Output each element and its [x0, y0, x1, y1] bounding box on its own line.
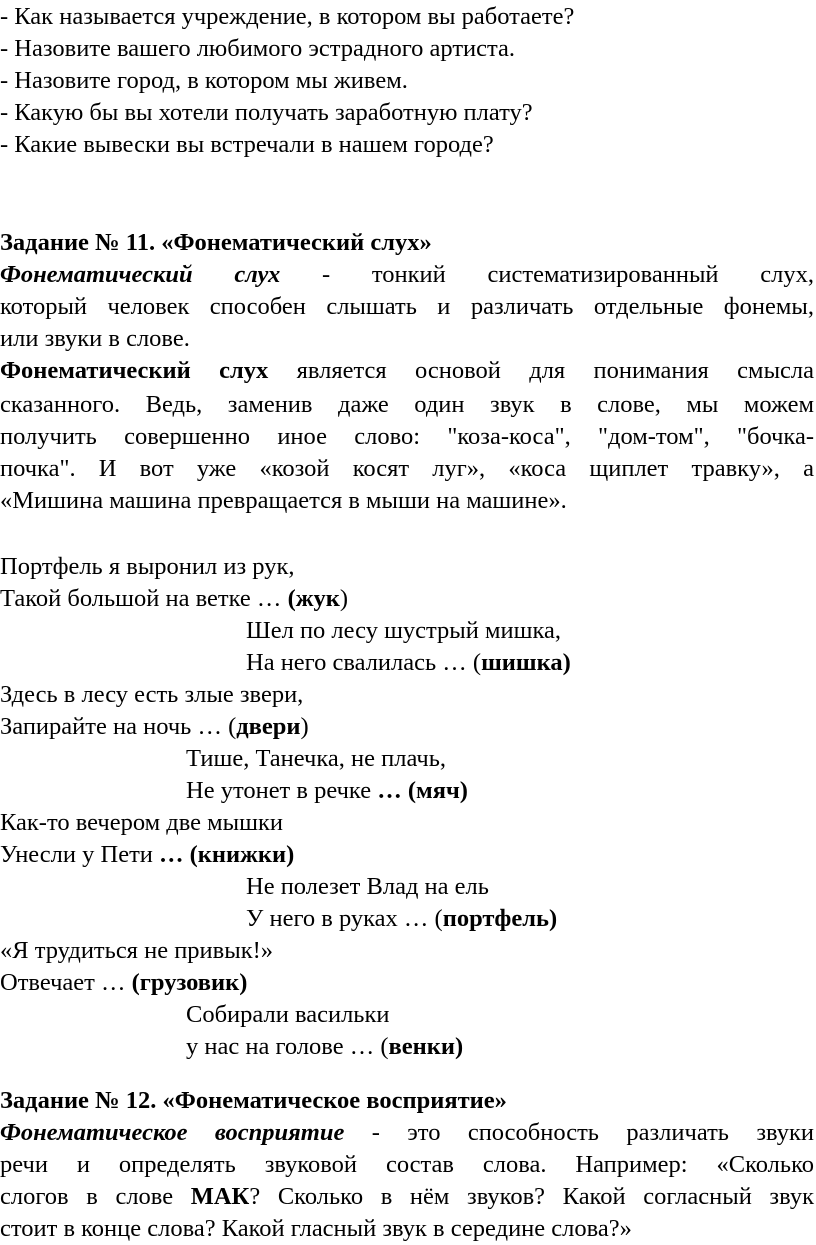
poem-line: У него в руках … (портфель) [246, 905, 558, 932]
poem-line: «Я трудиться не привык!» [0, 937, 274, 964]
poem-answer: двери [236, 713, 301, 740]
task11-definition-line: Фонематический слух - тонкий систематизированный слух, [0, 261, 815, 288]
poem-line: Запирайте на ночь … (двери) [0, 713, 309, 740]
task12-definition-line: Фонематическое восприятие - это способность различать звуки [0, 1119, 814, 1146]
poem-line: Такой большой на ветке … (жук) [0, 585, 349, 612]
question-item: - Назовите вашего любимого эстрадного артиста. [0, 35, 516, 62]
task11-definition-line: который человек способен слышать и различать отдельные фонемы, [0, 293, 814, 320]
task12-definition-line: речи и определять звуковой состав слова. Например: «Сколько [0, 1151, 814, 1178]
task11-paragraph-line: почка". И вот уже «козой косят луг», «коса щиплет травку», а [0, 455, 814, 482]
poem-line: Не утонет в речке … (мяч) [186, 777, 468, 804]
poem-line: у нас на голове … (венки) [186, 1033, 464, 1060]
task11-paragraph-line: получить совершенно иное слово: "коза-коса", "дом-том", "бочка- [0, 423, 814, 450]
question-item: - Какую бы вы хотели получать заработную плату? [0, 99, 533, 126]
task12-definition-line: слогов в слове МАК? Сколько в нём звуков? Какой согласный звук [0, 1183, 814, 1210]
poem-line: Портфель я выронил из рук, [0, 553, 295, 580]
question-item: - Назовите город, в котором мы живем. [0, 67, 408, 94]
poem-line: Отвечает … (грузовик) [0, 969, 248, 996]
task12-example-word: МАК [190, 1183, 250, 1210]
poem-line: Унесли у Пети … (книжки) [0, 841, 295, 868]
poem-answer: (грузовик) [131, 969, 248, 996]
task12-heading: Задание № 12. «Фонематическое восприятие» [0, 1087, 507, 1114]
task11-paragraph-term: Фонематический слух [0, 357, 269, 384]
poem-line: Шел по лесу шустрый мишка, [246, 617, 562, 644]
poem-line: Здесь в лесу есть злые звери, [0, 681, 304, 708]
poem-answer: … (книжки) [159, 841, 295, 868]
poem-line: Собирали васильки [186, 1001, 390, 1028]
task11-paragraph-line: сказанного. Ведь, заменив даже один звук в слове, мы можем [0, 391, 814, 418]
task11-definition-line: или звуки в слове. [0, 325, 190, 352]
question-item: - Как называется учреждение, в котором вы работаете? [0, 3, 575, 30]
poem-line: Не полезет Влад на ель [246, 873, 489, 900]
poem-answer: (жук [287, 585, 340, 612]
task11-heading: Задание № 11. «Фонематический слух» [0, 229, 432, 256]
poem-answer: … (мяч) [377, 777, 468, 804]
task12-definition-line: стоит в конце слова? Какой гласный звук в середине слова?» [0, 1215, 632, 1242]
poem-line: На него свалилась … (шишка) [246, 649, 571, 676]
task11-paragraph-line: «Мишина машина превращается в мыши на машине». [0, 487, 567, 514]
poem-answer: шишка) [481, 649, 571, 676]
poem-line: Как-то вечером две мышки [0, 809, 283, 836]
poem-answer: портфель) [442, 905, 558, 932]
poem-line: Тише, Танечка, не плачь, [186, 745, 447, 772]
poem-answer: венки) [388, 1033, 464, 1060]
question-item: - Какие вывески вы встречали в нашем городе? [0, 131, 494, 158]
task11-paragraph-line: Фонематический слух является основой для понимания смысла [0, 357, 815, 384]
task12-definition-term: Фонематическое восприятие [0, 1119, 345, 1146]
task11-definition-term: Фонематический слух [0, 261, 281, 288]
